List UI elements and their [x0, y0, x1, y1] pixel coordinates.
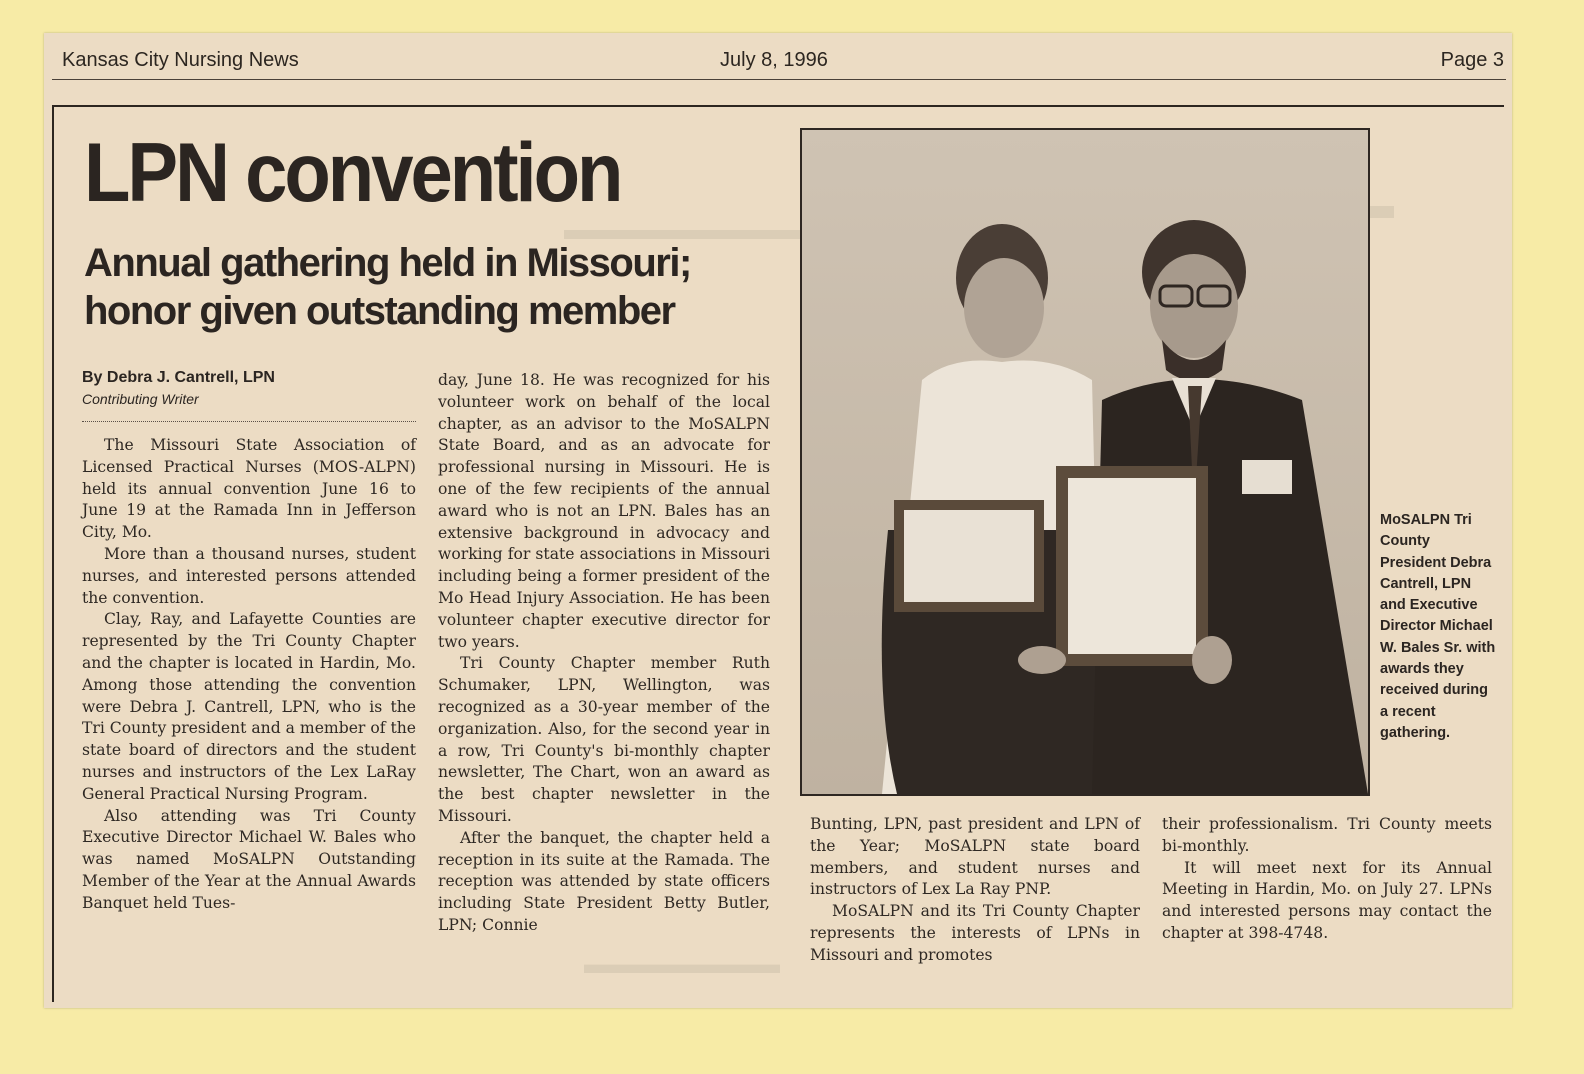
page-header: [54, 43, 1512, 75]
bleed-through-shadow: ▬▬▬▬▬▬▬▬: [564, 213, 804, 246]
article-paragraph: The Missouri State Association of Licensed Practical Nurses (MOS-ALPN) held its annual convention June 16 to June 19 at the Ramada Inn in Jefferson City, Mo.: [82, 436, 416, 542]
publication-name: Kansas City Nursing News: [62, 49, 299, 71]
byline-rule: [82, 421, 416, 422]
article-paragraph: day, June 18. He was recognized for his volunteer work on behalf of the local chapter, as an advisor to the MoSALPN State Board, and as an advocate for professional nursing in Missouri. He is one of the few recipients of the annual award who is not an LPN. Bales has an extensive background in advocacy and working for state associations in Missouri including being a former president of the Mo Head Injury Association. He has been volunteer chapter executive director for two years.: [438, 371, 770, 651]
header-rule: [52, 79, 1506, 80]
article-paragraph: It will meet next for its Annual Meeting in Hardin, Mo. on July 27. LPNs and interested persons may contact the chapter at 398-4748.: [1162, 858, 1492, 942]
article-paragraph: their professionalism. Tri County meets bi-monthly.: [1162, 815, 1492, 855]
article-column-4: [1162, 814, 1492, 945]
article-column-1: [82, 435, 416, 915]
issue-date: July 8, 1996: [720, 49, 828, 71]
article-paragraph: Clay, Ray, and Lafayette Counties are represented by the Tri County Chapter and the chapter is located in Hardin, Mo. Among those attending the convention were Debra J. Cantrell, LPN, who is the Tri County president and a member of the state board of directors and the student nurses and instructors of the Lex LaRay General Practical Nursing Program.: [82, 610, 416, 803]
award-photo: [800, 128, 1370, 796]
article-paragraph: MoSALPN and its Tri County Chapter represents the interests of LPNs in Missouri and promotes: [810, 902, 1140, 964]
article-paragraph: After the banquet, the chapter held a reception in its suite at the Ramada. The reception was attended by state officers including State President Betty Butler, LPN; Connie: [438, 828, 770, 934]
author-role: Contributing Writer: [82, 391, 199, 407]
author-name: By Debra J. Cantrell, LPN: [82, 369, 275, 386]
byline: [82, 369, 422, 407]
article-subheadline: Annual gathering held in Missouri; honor given outstanding member: [84, 241, 691, 333]
newspaper-clipping: [44, 33, 1512, 1008]
article-paragraph: Tri County Chapter member Ruth Schumaker, LPN, Wellington, was recognized as a 30-year member of the organization. Also, for the second year in a row, Tri County's bi-monthly chapter newsletter, The Chart, won an award as the best chapter newsletter in the Missouri.: [438, 654, 770, 825]
article-column-3: [810, 814, 1140, 967]
page-number: Page 3: [1440, 49, 1504, 71]
article-paragraph: More than a thousand nurses, student nurses, and interested persons attended the convention.: [82, 544, 416, 607]
article-paragraph: Bunting, LPN, past president and LPN of the Year; MoSALPN state board members, and student nurses and instructors of Lex La Ray PNP.: [810, 815, 1140, 899]
article-column-2: [438, 370, 770, 937]
award-photo-image: [802, 130, 1368, 794]
article-paragraph: Also attending was Tri County Executive Director Michael W. Bales who was named MoSALPN Outstanding Member of the Year at the Annual Awards Banquet held Tues-: [82, 806, 416, 912]
article-headline: LPN convention: [84, 126, 621, 220]
photo-caption: MoSALPN Tri County President Debra Cantrell, LPN and Executive Director Michael W. Bales Sr. with awards they received during a recent gathering.: [1380, 512, 1496, 741]
bleed-through-shadow: ▬▬▬▬▬▬▬: [584, 948, 780, 979]
